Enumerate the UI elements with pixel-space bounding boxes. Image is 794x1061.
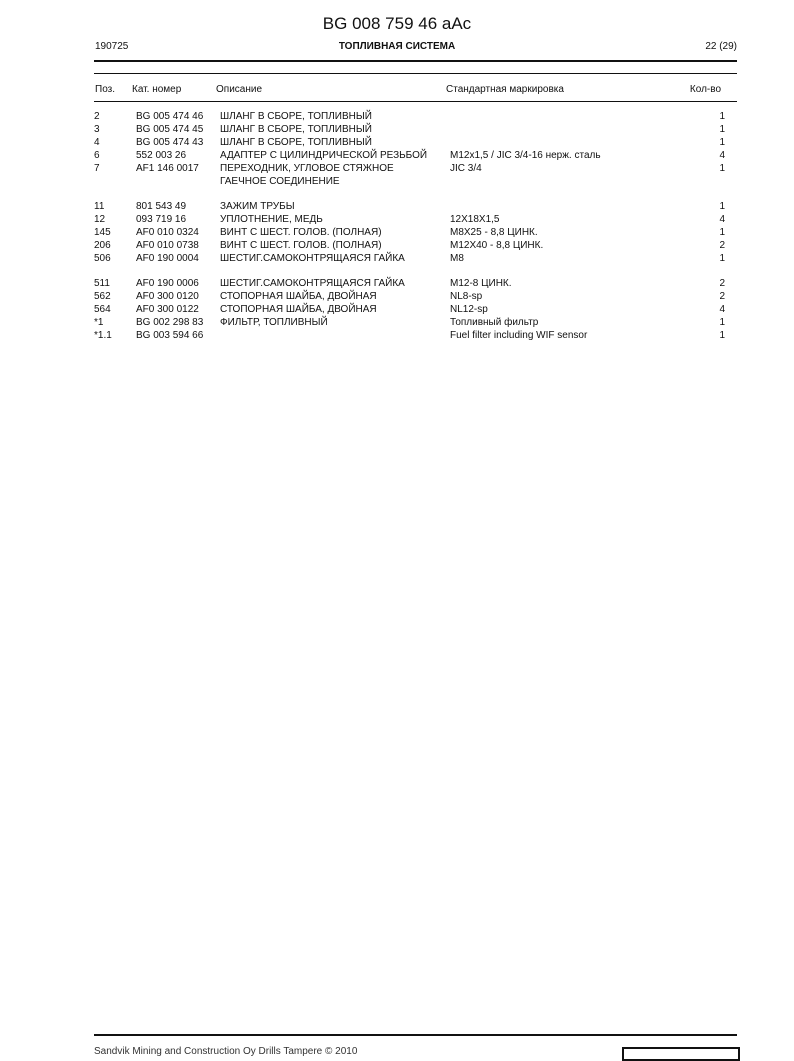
row-pos: 2 [94,111,100,122]
row-marking: JIC 3/4 [450,163,482,174]
table-row [0,110,794,123]
row-qty: 2 [719,278,725,289]
row-qty: 4 [719,214,725,225]
row-marking: M8X25 - 8,8 ЦИНК. [450,227,538,238]
table-row [0,149,794,162]
row-pos: *1 [94,317,104,328]
row-description: ШЛАНГ В СБОРЕ, ТОПЛИВНЫЙ [220,111,372,122]
footer-copyright: Sandvik Mining and Construction Oy Drills Tampere © 2010 [94,1046,358,1057]
col-header-mark: Стандартная маркировка [446,84,564,95]
document-code: 190725 [95,41,129,52]
table-top-divider [94,73,737,74]
table-row [0,226,794,239]
row-pos: 145 [94,227,111,238]
row-pos: 506 [94,253,111,264]
row-cat-number: AF1 146 0017 [136,163,199,174]
row-description: ШЕСТИГ.САМОКОНТРЯЩАЯСЯ ГАЙКА [220,278,405,289]
row-pos: 564 [94,304,111,315]
row-qty: 1 [719,227,725,238]
table-row [0,316,794,329]
row-pos: 206 [94,240,111,251]
table-row [0,136,794,149]
row-qty: 4 [719,150,725,161]
table-row [0,123,794,136]
brand-logo [622,1047,740,1061]
row-marking: NL12-sp [450,304,488,315]
row-marking: M12-8 ЦИНК. [450,278,512,289]
table-row [0,175,794,188]
row-cat-number: 801 543 49 [136,201,187,212]
table-row [0,290,794,303]
row-qty: 1 [719,317,725,328]
row-cat-number: AF0 300 0120 [136,291,199,302]
row-marking: 12X18X1,5 [450,214,500,225]
row-cat-number: BG 005 474 43 [136,137,204,148]
row-cat-number: 552 003 26 [136,150,187,161]
row-pos: 6 [94,150,100,161]
row-cat-number: BG 002 298 83 [136,317,204,328]
row-cat-number: AF0 300 0122 [136,304,199,315]
row-cat-number: AF0 010 0738 [136,240,199,251]
row-qty: 1 [719,137,725,148]
table-row [0,252,794,265]
row-qty: 1 [719,201,725,212]
row-description: СТОПОРНАЯ ШАЙБА, ДВОЙНАЯ [220,304,377,315]
table-header-divider [94,101,737,102]
row-marking: NL8-sp [450,291,483,302]
row-qty: 1 [719,163,725,174]
table-row [0,213,794,226]
table-row [0,200,794,213]
row-qty: 1 [719,124,725,135]
table-row [0,162,794,175]
row-description: ГАЕЧНОЕ СОЕДИНЕНИЕ [220,176,340,187]
col-header-cat: Кат. номер [132,84,182,95]
row-pos: *1.1 [94,330,112,341]
footer-divider [94,1034,737,1036]
row-qty: 1 [719,111,725,122]
header-divider [94,60,737,62]
row-cat-number: BG 005 474 46 [136,111,204,122]
row-cat-number: BG 003 594 66 [136,330,204,341]
row-cat-number: AF0 190 0006 [136,278,199,289]
table-row [0,277,794,290]
section-title: ТОПЛИВНАЯ СИСТЕМА [338,41,456,52]
row-pos: 4 [94,137,100,148]
row-qty: 4 [719,304,725,315]
row-qty: 2 [719,291,725,302]
row-cat-number: 093 719 16 [136,214,187,225]
row-description: УПЛОТНЕНИЕ, МЕДЬ [220,214,323,225]
row-description: ВИНТ С ШЕСТ. ГОЛОВ. (ПОЛНАЯ) [220,227,382,238]
row-description: ШЛАНГ В СБОРЕ, ТОПЛИВНЫЙ [220,137,372,148]
row-description: ПЕРЕХОДНИК, УГЛОВОЕ СТЯЖНОЕ [220,163,394,174]
row-description: ВИНТ С ШЕСТ. ГОЛОВ. (ПОЛНАЯ) [220,240,382,251]
row-pos: 12 [94,214,106,225]
col-header-qty: Кол-во [689,84,721,95]
col-header-desc: Описание [216,84,263,95]
row-marking: M12x1,5 / JIC 3/4-16 нерж. сталь [450,150,601,161]
row-qty: 2 [719,240,725,251]
document-title: BG 008 759 46 aAc [322,14,472,33]
row-description: АДАПТЕР С ЦИЛИНДРИЧЕСКОЙ РЕЗЬБОЙ [220,150,428,161]
table-row [0,239,794,252]
row-pos: 511 [94,278,110,289]
row-pos: 3 [94,124,100,135]
row-description: ФИЛЬТР, ТОПЛИВНЫЙ [220,317,328,328]
row-cat-number: BG 005 474 45 [136,124,204,135]
row-marking: M8 [450,253,464,264]
row-marking: M12X40 - 8,8 ЦИНК. [450,240,544,251]
row-description: ШЕСТИГ.САМОКОНТРЯЩАЯСЯ ГАЙКА [220,253,405,264]
row-qty: 1 [719,330,725,341]
row-cat-number: AF0 190 0004 [136,253,199,264]
table-row [0,329,794,342]
row-marking: Топливный фильтр [450,317,539,328]
col-header-pos: Поз. [95,84,115,95]
row-description: СТОПОРНАЯ ШАЙБА, ДВОЙНАЯ [220,291,377,302]
row-qty: 1 [719,253,725,264]
page-number: 22 (29) [705,41,737,52]
row-description: ШЛАНГ В СБОРЕ, ТОПЛИВНЫЙ [220,124,372,135]
row-cat-number: AF0 010 0324 [136,227,199,238]
row-pos: 562 [94,291,111,302]
row-marking: Fuel filter including WIF sensor [450,330,588,341]
table-row [0,303,794,316]
row-description: ЗАЖИМ ТРУБЫ [220,201,295,212]
row-pos: 7 [94,163,100,174]
row-pos: 11 [94,201,105,212]
